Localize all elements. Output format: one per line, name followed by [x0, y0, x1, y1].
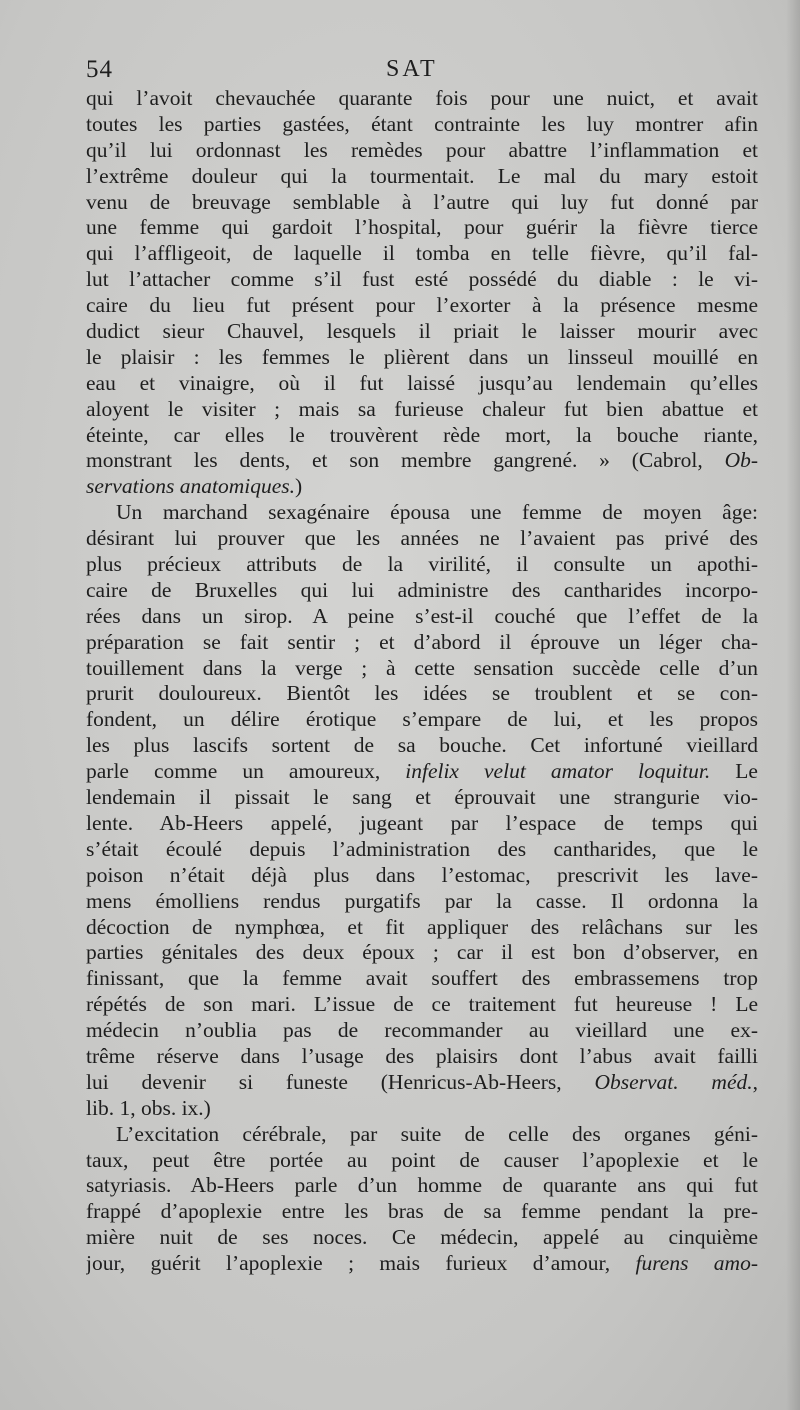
text-run: Le [710, 759, 758, 784]
text-line: toutes les parties gastées, étant contrainte les luy montrer afin [86, 111, 758, 136]
text-run: parle comme un amoureux, [86, 759, 406, 784]
text-line: taux, peut être portée au point de causer l’apoplexie et le [86, 1147, 758, 1172]
text-line: rées dans un sirop. A peine s’est-il couché que l’effet de la [86, 603, 758, 628]
text-line: lente. Ab-Heers appelé, jugeant par l’espace de temps qui [86, 810, 758, 835]
text-line: l’extrême douleur qui la tourmentait. Le mal du mary estoit [86, 163, 758, 188]
text-line: qui l’avoit chevauchée quarante fois pour une nuict, et avait [86, 86, 758, 110]
text-line: éteinte, car elles le trouvèrent rède mort, la bouche riante, [86, 422, 758, 447]
text-line: plus précieux attributs de la virilité, il consulte un apothi- [86, 552, 758, 577]
text-line: prurit douloureux. Bientôt les idées se troublent et se con- [86, 681, 758, 706]
page-edge-shadow [786, 0, 800, 1410]
text-run: monstrant les dents, et son membre gangrené. » (Cabrol, [86, 448, 725, 473]
text-line: dudict sieur Chauvel, lesquels il priait le laisser mourir avec [86, 319, 758, 344]
text-line: aloyent le visiter ; mais sa furieuse chaleur fut bien abattue et [86, 396, 758, 421]
text-run: lui devenir si funeste (Henricus-Ab-Heers, [86, 1069, 595, 1094]
running-head: SAT [386, 56, 438, 82]
text-line: L’excitation cérébrale, par suite de celle des organes géni- [116, 1121, 758, 1146]
text-line: touillement dans la verge ; à cette sensation succède celle d’un [86, 655, 758, 680]
italic-citation: Ob- [724, 448, 758, 473]
text-line: trême réserve dans l’usage des plaisirs dont l’abus avait failli [86, 1043, 758, 1068]
text-line: frappé d’apoplexie entre les bras de sa femme pendant la pre- [86, 1199, 758, 1224]
text-line: préparation se fait sentir ; et d’abord il éprouve un léger cha- [86, 629, 758, 654]
text-line: satyriasis. Ab-Heers parle d’un homme de quarante ans qui fut [86, 1173, 758, 1198]
italic-citation: servations anatomiques. [86, 474, 296, 499]
text-line: désirant lui prouver que les années ne l’avaient pas privé des [86, 526, 758, 551]
page-number: 54 [86, 56, 113, 83]
text-line: qu’il lui ordonnast les remèdes pour abattre l’inflammation et [86, 137, 758, 162]
text-line: poison n’était déjà plus dans l’estomac, prescrivit les lave- [86, 862, 758, 887]
text-run: , [752, 1069, 758, 1094]
italic-quote: furens amo- [635, 1251, 758, 1276]
text-line: décoction de nymphœa, et fit appliquer des relâchans sur les [86, 914, 758, 939]
text-line [86, 448, 758, 474]
italic-quote: infelix velut amator loquitur. [405, 759, 711, 784]
text-line [86, 1070, 758, 1096]
text-line: mière nuit de ses noces. Ce médecin, appelé au cinquième [86, 1225, 758, 1250]
text-line: fondent, un délire érotique s’empare de lui, et les propos [86, 707, 758, 732]
text-line: finissant, que la femme avait souffert des embrassemens trop [86, 966, 758, 991]
body-text [86, 86, 758, 1277]
text-line [86, 474, 758, 500]
text-line: les plus lascifs sortent de sa bouche. Cet infortuné vieillard [86, 733, 758, 758]
text-line: mens émolliens rendus purgatifs par la casse. Il ordonna la [86, 888, 758, 913]
text-line: Un marchand sexagénaire épousa une femme de moyen âge: [116, 500, 758, 525]
text-line: qui l’affligeoit, de laquelle il tomba en telle fièvre, qu’il fal- [86, 241, 758, 266]
text-line [86, 1251, 758, 1277]
text-line [86, 759, 758, 785]
text-line: caire de Bruxelles qui lui administre des cantharides incorpo- [86, 577, 758, 602]
text-line: lut l’attacher comme s’il fust esté possédé du diable : le vi- [86, 267, 758, 292]
text-line: caire du lieu fut présent pour l’exorter à la présence mesme [86, 293, 758, 318]
text-line: lendemain il pissait le sang et éprouvait une strangurie vio- [86, 785, 758, 810]
text-line: le plaisir : les femmes le plièrent dans un linsseul mouillé en [86, 344, 758, 369]
text-line: une femme qui gardoit l’hospital, pour guérir la fièvre tierce [86, 215, 758, 240]
text-run: ) [295, 474, 303, 499]
text-line: eau et vinaigre, où il fut laissé jusqu’au lendemain qu’elles [86, 370, 758, 395]
text-line: parties génitales des deux époux ; car il est bon d’observer, en [86, 940, 758, 965]
text-line: s’était écoulé depuis l’administration des cantharides, que le [86, 836, 758, 861]
text-line: venu de breuvage semblable à l’autre qui luy fut donné par [86, 189, 758, 214]
italic-citation: Observat. méd. [594, 1069, 753, 1094]
text-line: répétés de son mari. L’issue de ce traitement fut heureuse ! Le [86, 992, 758, 1017]
text-line: médecin n’oublia pas de recommander au vieillard une ex- [86, 1018, 758, 1043]
text-line: lib. 1, obs. ix.) [86, 1095, 211, 1120]
text-run: jour, guérit l’apoplexie ; mais furieux d’amour, [86, 1251, 636, 1276]
